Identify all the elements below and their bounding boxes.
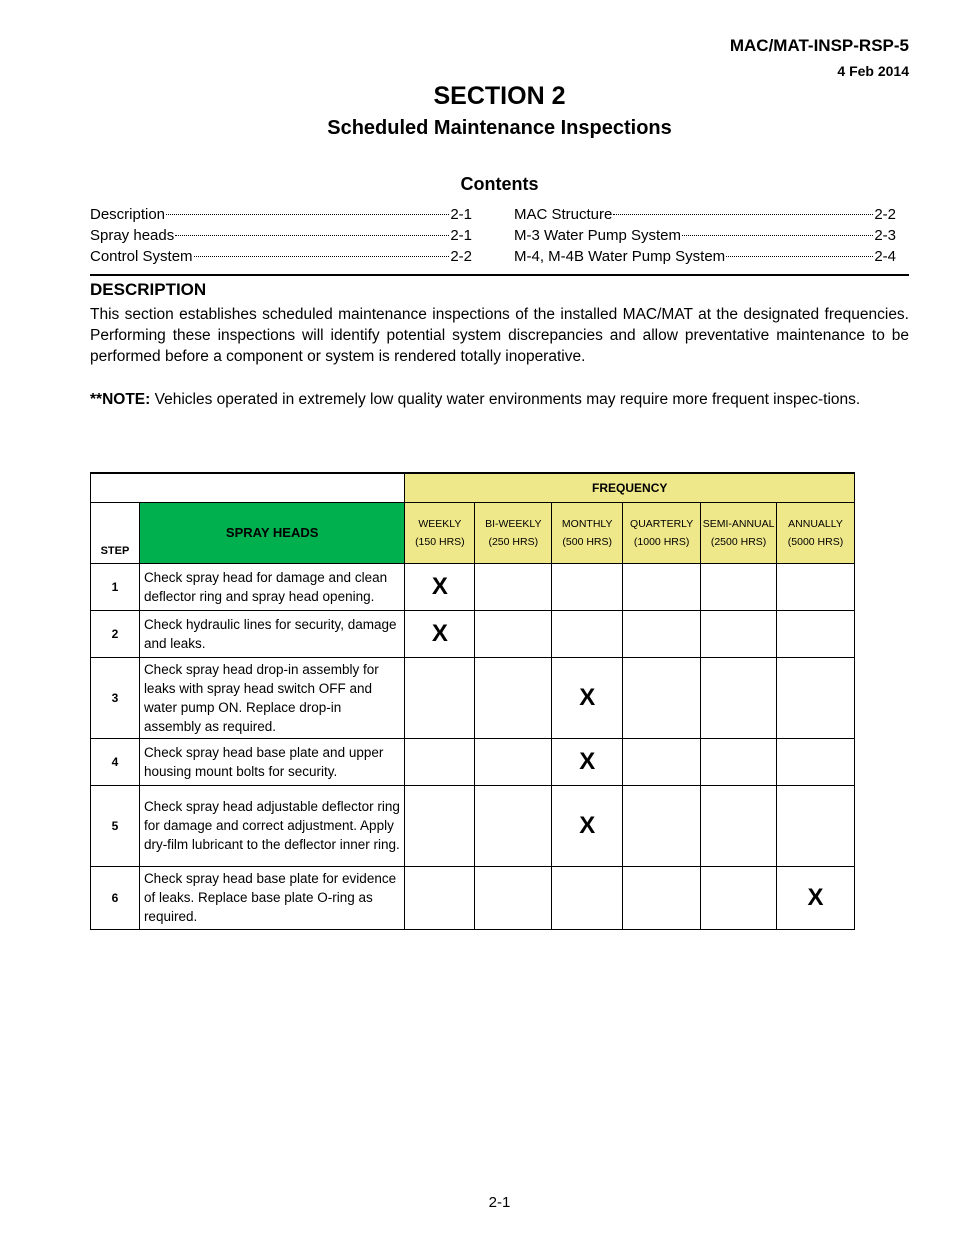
frequency-mark-cell: [405, 866, 475, 929]
frequency-mark-cell: X: [405, 563, 475, 610]
frequency-mark-cell: X: [552, 785, 623, 866]
frequency-mark-cell: [777, 785, 855, 866]
toc-entry-page: 2-3: [874, 227, 896, 244]
note-text: Vehicles operated in extremely low quality water environments may require more frequent inspec-tions.: [150, 391, 861, 408]
step-header: STEP: [91, 502, 140, 563]
table-blank-header: [91, 473, 405, 502]
step-number: 5: [91, 785, 140, 866]
note-paragraph: [90, 389, 900, 410]
frequency-column-bi-weekly: BI-WEEKLY (250 HRS): [475, 502, 552, 563]
frequency-mark-cell: [552, 610, 623, 657]
frequency-column-semi-annual: SEMI-ANNUAL (2500 HRS): [701, 502, 777, 563]
step-number: 6: [91, 866, 140, 929]
frequency-column-monthly: MONTHLY (500 HRS): [552, 502, 623, 563]
frequency-mark-cell: X: [405, 610, 475, 657]
frequency-mark-cell: [475, 866, 552, 929]
frequency-mark-cell: [623, 657, 701, 738]
toc-entry[interactable]: [514, 206, 896, 227]
contents-title: Contents: [460, 174, 539, 194]
contents-divider: [90, 274, 909, 276]
toc-entry-title: Spray heads: [90, 227, 175, 244]
frequency-mark-cell: X: [552, 738, 623, 785]
toc-leader: [726, 256, 873, 257]
frequency-mark-cell: [777, 610, 855, 657]
category-header: SPRAY HEADS: [139, 502, 404, 563]
frequency-mark-cell: [701, 785, 777, 866]
document-id: MAC/MAT-INSP-RSP-5: [729, 36, 909, 55]
frequency-mark-cell: [475, 610, 552, 657]
frequency-mark-cell: [777, 657, 855, 738]
document-date: 4 Feb 2014: [837, 63, 909, 79]
description-heading: DESCRIPTION: [90, 280, 207, 299]
task-description: Check spray head drop-in assembly for leaks with spray head switch OFF and water pump ON. Replace drop-in assembly as required.: [139, 657, 404, 738]
frequency-mark-cell: [475, 657, 552, 738]
toc-left-column: [90, 206, 472, 269]
table-row: [91, 866, 855, 929]
frequency-mark-cell: [552, 866, 623, 929]
description-body: This section establishes scheduled maintenance inspections of the installed MAC/MAT at the designated frequencies. Performing these inspections will identify potential system discrepancies and allow preventative maintenance to be performed before a component or system is rendered totally inoperative.: [90, 306, 909, 365]
toc-leader: [194, 256, 450, 257]
table-row: [91, 738, 855, 785]
frequency-mark-cell: [623, 785, 701, 866]
frequency-column-weekly: WEEKLY (150 HRS): [405, 502, 475, 563]
task-description: Check spray head base plate for evidence of leaks. Replace base plate O-ring as required.: [139, 866, 404, 929]
frequency-mark-cell: [701, 563, 777, 610]
task-rows: [91, 563, 855, 929]
toc-entry-page: 2-4: [874, 248, 896, 265]
page-number: 2-1: [488, 1194, 511, 1211]
frequency-mark-cell: [475, 785, 552, 866]
frequency-mark-cell: [623, 610, 701, 657]
frequency-mark-cell: [623, 738, 701, 785]
toc-leader: [682, 235, 873, 236]
frequency-mark-cell: [701, 866, 777, 929]
frequency-mark-cell: X: [777, 866, 855, 929]
frequency-mark-cell: [777, 563, 855, 610]
task-description: Check spray head for damage and clean deflector ring and spray head opening.: [139, 563, 404, 610]
frequency-mark-cell: [701, 610, 777, 657]
section-title: SECTION 2: [433, 82, 566, 110]
maintenance-frequency-table: [90, 472, 855, 930]
frequency-column-annually: ANNUALLY (5000 HRS): [777, 502, 855, 563]
table-row: [91, 657, 855, 738]
toc-entry-title: M-4, M-4B Water Pump System: [514, 248, 726, 265]
toc-leader: [175, 235, 449, 236]
toc-entry-page: 2-1: [450, 206, 472, 223]
task-description: Check hydraulic lines for security, damage and leaks.: [139, 610, 404, 657]
table-row: [91, 563, 855, 610]
frequency-mark-cell: [475, 738, 552, 785]
toc-entry-title: Description: [90, 206, 166, 223]
frequency-mark-cell: [701, 657, 777, 738]
frequency-mark-cell: [405, 785, 475, 866]
toc-entry-title: Control System: [90, 248, 193, 265]
toc-entry-page: 2-1: [450, 227, 472, 244]
task-description: Check spray head adjustable deflector ring for damage and correct adjustment. Apply dry-film lubricant to the deflector inner ring.: [139, 785, 404, 866]
frequency-mark-cell: [475, 563, 552, 610]
toc-entry[interactable]: [514, 248, 896, 269]
frequency-column-quarterly: QUARTERLY (1000 HRS): [623, 502, 701, 563]
toc-entry-title: MAC Structure: [514, 206, 613, 223]
frequency-mark-cell: X: [552, 657, 623, 738]
table-row: [91, 785, 855, 866]
toc-entry[interactable]: [90, 206, 472, 227]
frequency-mark-cell: [623, 563, 701, 610]
frequency-mark-cell: [552, 563, 623, 610]
toc-entry-page: 2-2: [450, 248, 472, 265]
step-number: 4: [91, 738, 140, 785]
frequency-mark-cell: [405, 738, 475, 785]
step-number: 3: [91, 657, 140, 738]
toc-entry[interactable]: [90, 248, 472, 269]
step-number: 2: [91, 610, 140, 657]
toc-entry[interactable]: [514, 227, 896, 248]
task-description: Check spray head base plate and upper housing mount bolts for security.: [139, 738, 404, 785]
toc-leader: [613, 214, 873, 215]
toc-entry-page: 2-2: [874, 206, 896, 223]
toc-leader: [166, 214, 449, 215]
step-number: 1: [91, 563, 140, 610]
frequency-mark-cell: [623, 866, 701, 929]
table-row: [91, 610, 855, 657]
toc-entry[interactable]: [90, 227, 472, 248]
frequency-mark-cell: [777, 738, 855, 785]
frequency-header: FREQUENCY: [405, 473, 855, 502]
note-label: **NOTE:: [90, 391, 151, 408]
toc-entry-title: M-3 Water Pump System: [514, 227, 681, 244]
section-subtitle: Scheduled Maintenance Inspections: [327, 117, 672, 139]
toc-right-column: [514, 206, 896, 269]
frequency-mark-cell: [405, 657, 475, 738]
frequency-mark-cell: [701, 738, 777, 785]
